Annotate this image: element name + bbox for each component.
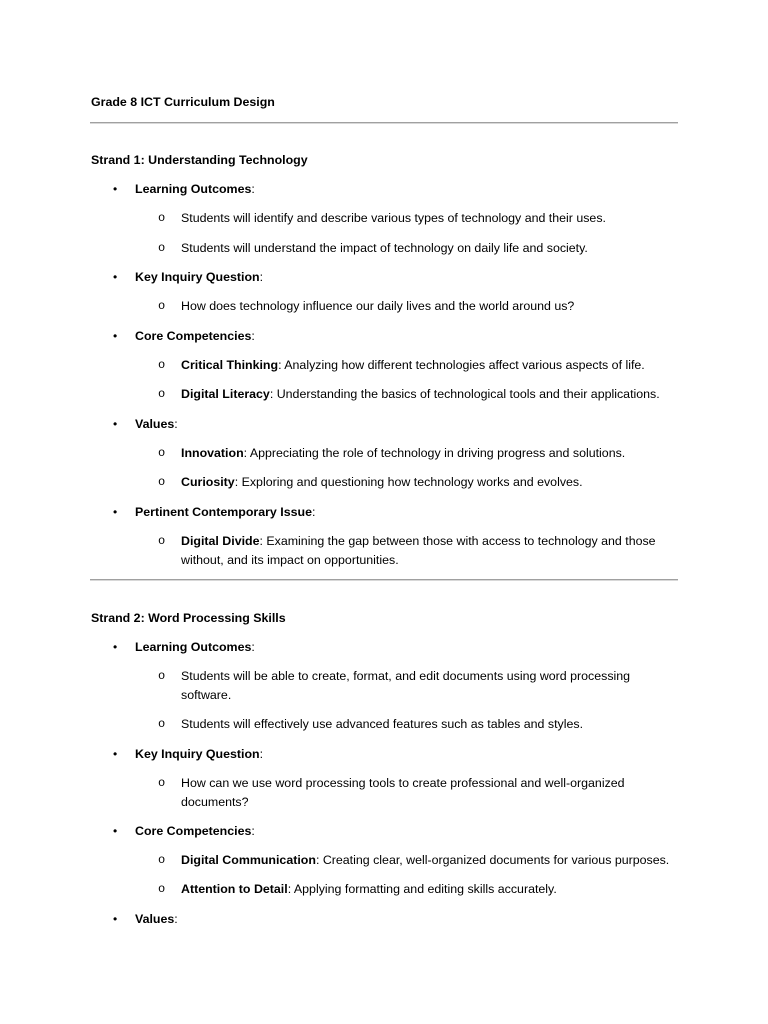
bullet-icon: • [113,417,118,431]
section-label: Learning Outcomes [135,182,252,196]
bullet-icon: • [113,270,118,284]
list-item-text: Students will effectively use advanced features such as tables and styles. [181,717,584,731]
section-label: Values [135,417,175,431]
horizontal-rule [90,122,678,124]
list-item-text: How does technology influence our daily lives and the world around us? [181,299,575,313]
sub-bullet-icon: o [158,475,166,489]
section-label: Values [135,912,175,926]
list-item-text: : Analyzing how different technologies affect various aspects of life. [278,358,645,372]
bullet-icon: • [113,912,118,926]
sub-bullet-icon: o [158,387,166,401]
list-item-term: Digital Communication [181,853,316,867]
bullet-icon: • [113,505,118,519]
strand-title: Strand 1: Understanding Technology [91,153,308,167]
sub-bullet-icon: o [158,446,166,460]
bullet-icon: • [113,824,118,838]
list-item-text: : Creating clear, well-organized documents for various purposes. [315,853,670,867]
sub-bullet-icon: o [158,882,166,896]
list-item-text: Students will understand the impact of technology on daily life and society. [181,241,588,255]
sub-bullet-icon: o [158,241,166,255]
section-label: Key Inquiry Question [135,747,260,761]
sub-bullet-icon: o [158,211,166,225]
horizontal-rule [90,579,678,581]
bullet-icon: • [113,182,118,196]
sub-bullet-icon: o [158,358,166,372]
list-item-text: : Understanding the basics of technological tools and their applications. [269,387,660,401]
list-item-term: Digital Divide [181,534,260,548]
list-item-text: : Applying formatting and editing skills accurately. [287,882,557,896]
section-label: Pertinent Contemporary Issue [135,505,312,519]
strand-title: Strand 2: Word Processing Skills [91,611,286,625]
list-item-term: Critical Thinking [181,358,279,372]
list-item-term: Attention to Detail [181,882,288,896]
bullet-icon: • [113,329,118,343]
list-item-text: : Examining the gap between those with access to technology and those without, and its impact on opportunities. [181,534,656,567]
section-label: Core Competencies [135,824,252,838]
list-item-text: Students will be able to create, format, and edit documents using word processing software. [181,669,631,702]
sub-bullet-icon: o [158,299,166,313]
sub-bullet-icon: o [158,717,166,731]
section-label: Learning Outcomes [135,640,252,654]
document-title: Grade 8 ICT Curriculum Design [91,95,275,109]
sub-bullet-icon: o [158,776,166,790]
list-item-term: Curiosity [181,475,235,489]
bullet-icon: • [113,640,118,654]
list-item-term: Digital Literacy [181,387,270,401]
bullet-icon: • [113,747,118,761]
sub-bullet-icon: o [158,669,166,683]
sub-bullet-icon: o [158,534,166,548]
list-item-term: Innovation [181,446,244,460]
list-item-text: : Exploring and questioning how technology works and evolves. [234,475,583,489]
list-item-text: Students will identify and describe various types of technology and their uses. [181,211,606,225]
sub-bullet-icon: o [158,853,166,867]
list-item-text: How can we use word processing tools to create professional and well-organized documents? [181,776,625,809]
document-page: Grade 8 ICT Curriculum Design Strand 1: Understanding Technology • Learning Outcomes: o Students will identify and describe various types of technology and their uses. o Students will understand the impact of technology on daily life and society. • Key Inquiry Question: o How does technology influence our daily lives and the world around us? • Core Competencies: o Critical Thinking: Analyzing how different technologies affect various aspects of life. o Digital Literacy: Understanding the basics of technological tools and their applications. • Values: o Innovation: Appreciating the role of technology in driving progress and solutions. o Curiosity: Exploring and questioning how technology works and evolves. • Pertinent Contemporary Issue: o Digital Divide: Examining the gap between those with access to technology and those without, and its impact on opportunities. Strand 2: Word Processing Skills • Learning Outcomes: o Students will be able to create, format, and edit documents using word processing software. o Students will effectively use advanced features such as tables and styles. • Key Inquiry Question: o How can we use word processing tools to create professional and well-organized documents? • Core Competencies: o Digital Communication: Creating clear, well-organized documents for various purposes. o Attention to Detail: Applying formatting and editing skills accurately. • Values: [0,0,768,1024]
section-label: Core Competencies [135,329,252,343]
list-item-text: : Appreciating the role of technology in driving progress and solutions. [243,446,626,460]
section-label: Key Inquiry Question [135,270,260,284]
